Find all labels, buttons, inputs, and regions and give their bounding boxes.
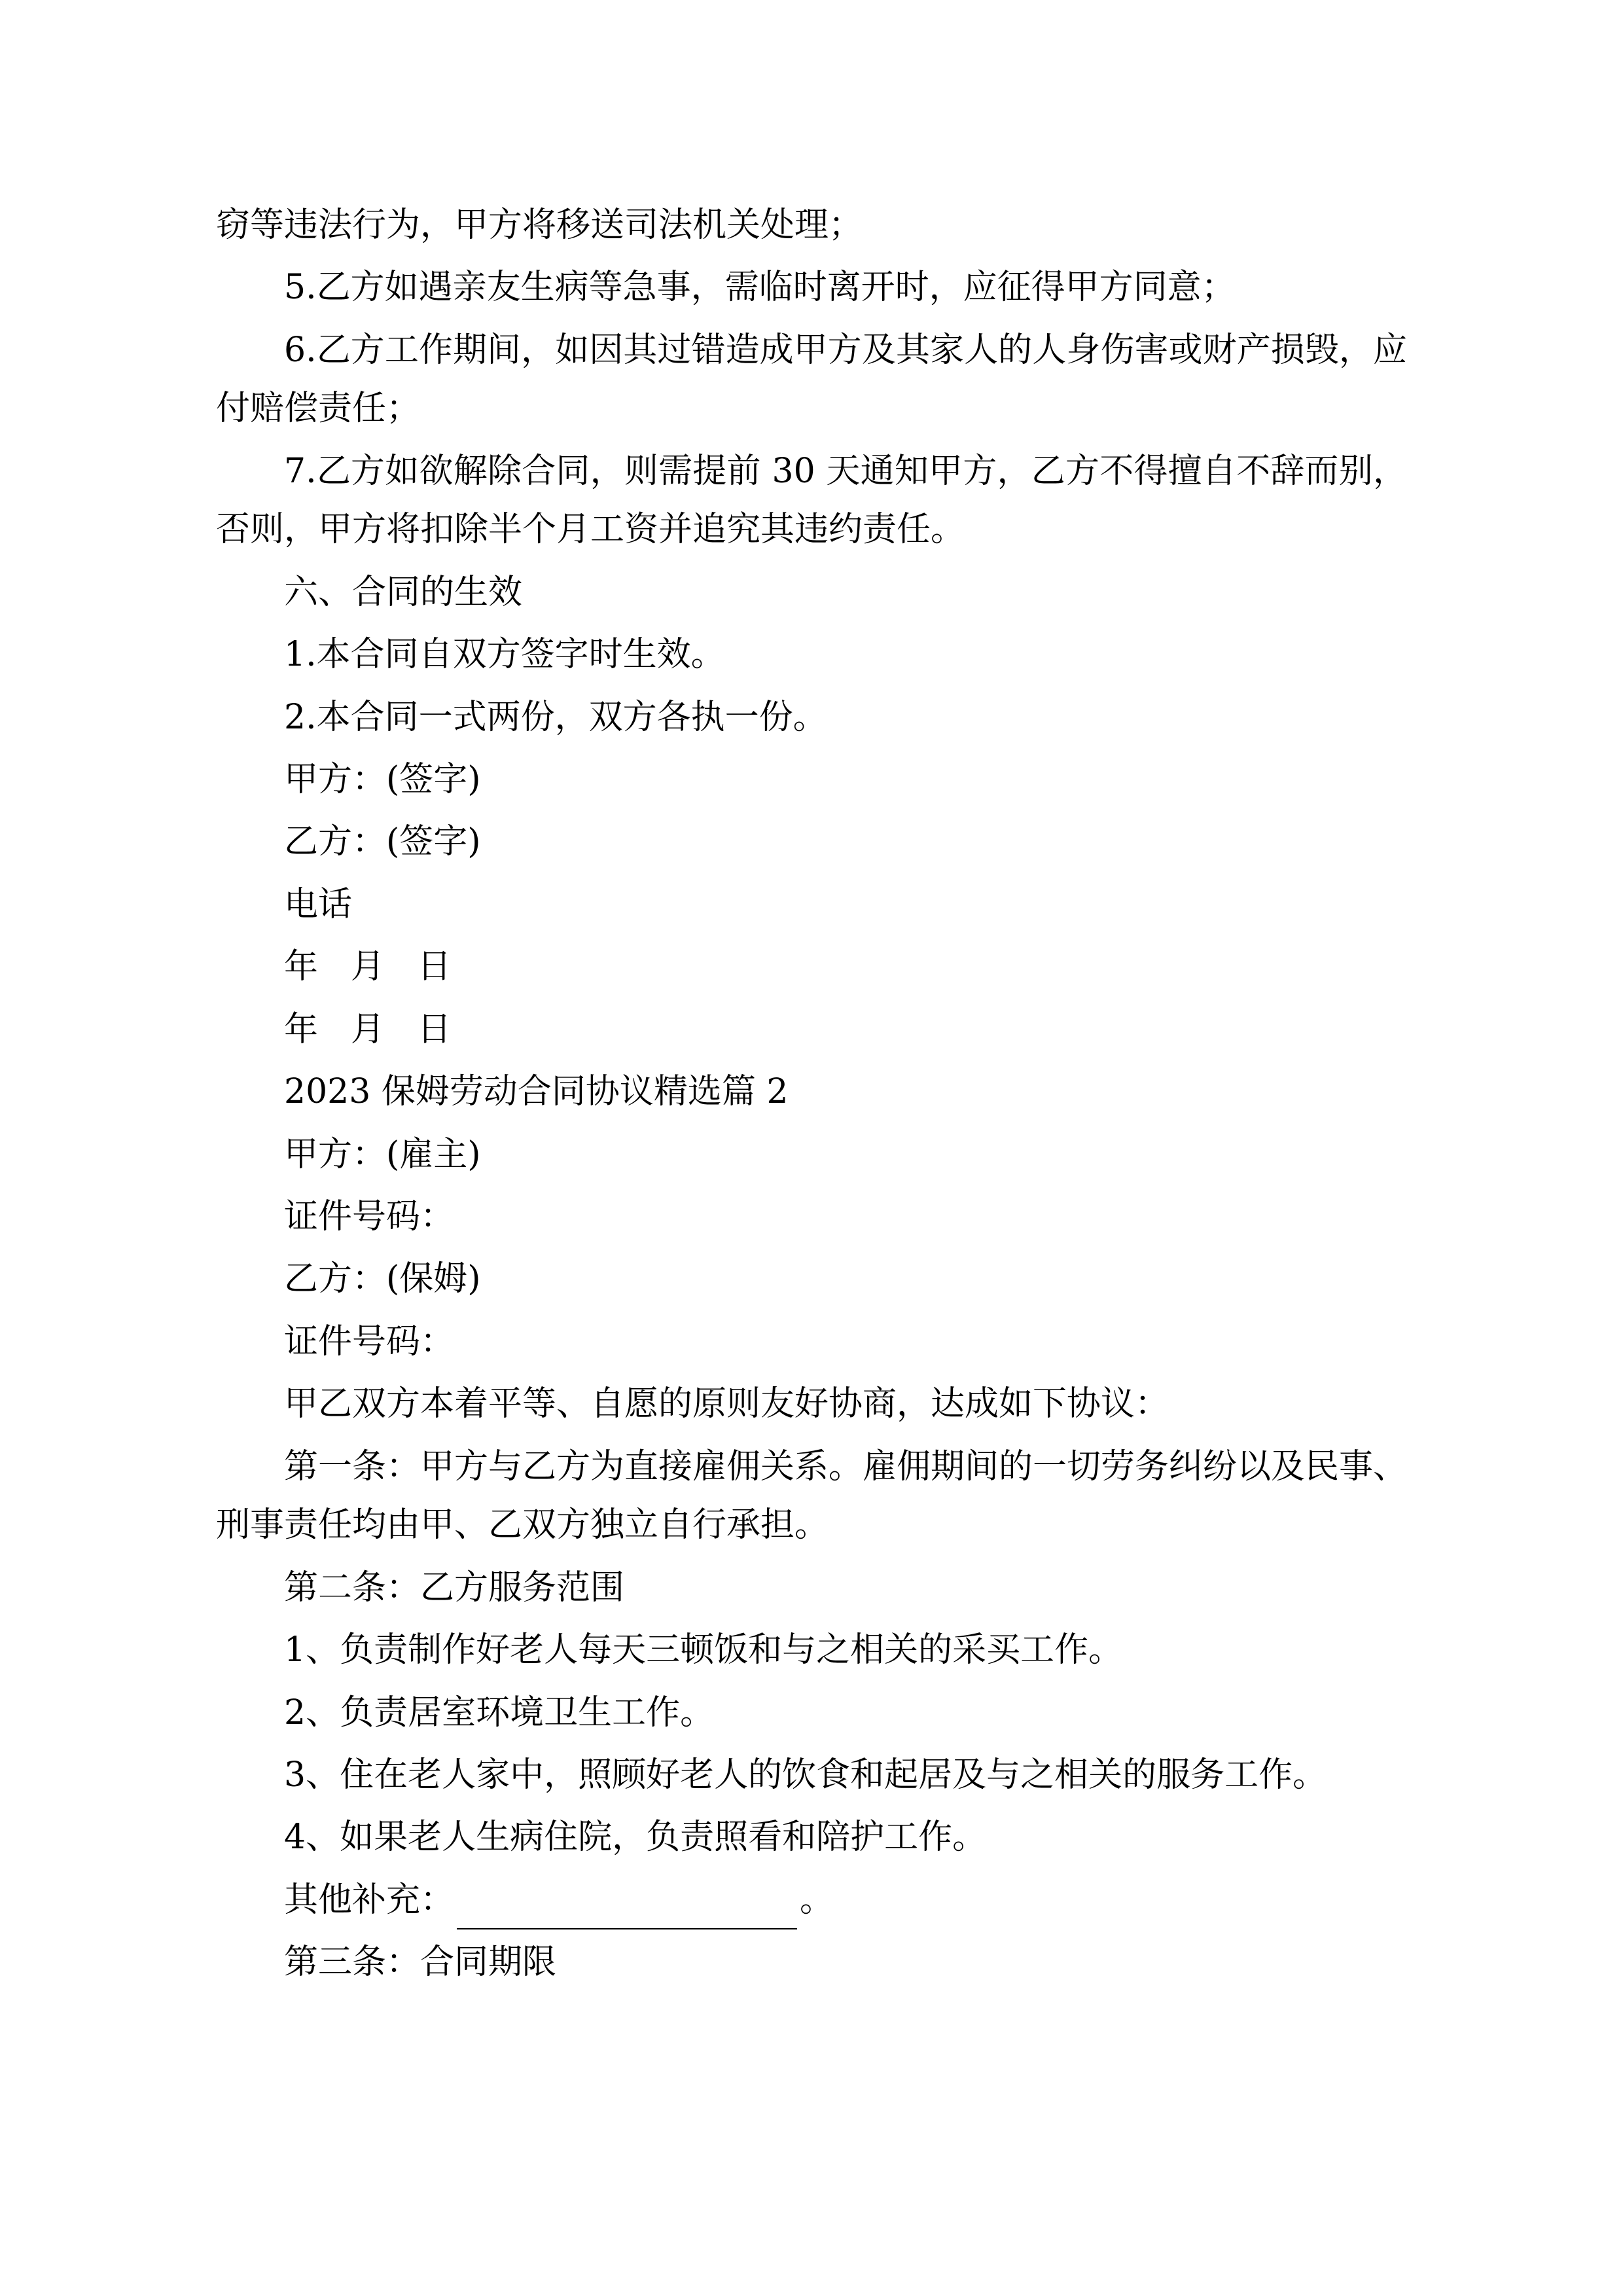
party-a-employer: 甲方：(雇主) — [284, 1134, 481, 1174]
other-supplement-line — [216, 1871, 1407, 1929]
article-two-item4: 4、如果老人生病住院，负责照看和陪护工作。 — [284, 1818, 987, 1857]
paragraph-item-6: 6.乙方工作期间，如因其过错造成甲方及其家人的人身伤害或财产损毁，应付赔偿责任； — [216, 330, 1407, 429]
party-b-nanny: 乙方：(保姆) — [284, 1259, 481, 1299]
article-three-heading: 第三条：合同期限 — [284, 1943, 557, 1982]
date-line-1: 年 月 日 — [284, 947, 463, 987]
document-body — [216, 196, 1407, 1992]
article-two-item2: 2、负责居室环境卫生工作。 — [284, 1693, 715, 1732]
paragraph-item-7: 7.乙方如欲解除合同，则需提前 30 天通知甲方，乙方不得擅自不辞而别，否则，甲方将扣除半个月工资并追究其违约责任。 — [216, 451, 1407, 550]
signature-party-b: 乙方：(签字) — [284, 822, 481, 862]
paragraph-section6-item1: 1.本合同自双方签字时生效。 — [284, 635, 725, 675]
paragraph-item-5: 5.乙方如遇亲友生病等急事，需临时离开时，应征得甲方同意； — [284, 268, 1236, 308]
paragraph-section6-item2: 2.本合同一式两份，双方各执一份。 — [284, 697, 827, 737]
signature-party-a: 甲方：(签字) — [284, 759, 481, 799]
phone-label: 电话 — [284, 884, 353, 924]
paragraph-qie-deng: 窃等违法行为，甲方将移送司法机关处理； — [216, 206, 863, 245]
other-supplement-label: 其他补充： — [284, 1880, 455, 1920]
article-two-item3: 3、住在老人家中，照顾好老人的饮食和起居及与之相关的服务工作。 — [284, 1755, 1327, 1795]
date-line-2: 年 月 日 — [284, 1009, 463, 1049]
heading-contract-sample-2: 2023 保姆劳动合同协议精选篇 2 — [284, 1072, 789, 1112]
preamble: 甲乙双方本着平等、自愿的原则友好协商，达成如下协议： — [284, 1384, 1169, 1424]
article-one: 第一条：甲方与乙方为直接雇佣关系。雇佣期间的一切劳务纠纷以及民事、刑事责任均由甲、乙双方独立自行承担。 — [216, 1446, 1408, 1545]
heading-section-six: 六、合同的生效 — [284, 572, 523, 612]
article-two-heading: 第二条：乙方服务范围 — [284, 1568, 625, 1607]
party-b-id-number: 证件号码： — [284, 1321, 455, 1361]
article-two-item1: 1、负责制作好老人每天三顿饭和与之相关的采买工作。 — [284, 1630, 1123, 1670]
other-supplement-suffix: 。 — [800, 1880, 834, 1920]
party-a-id-number: 证件号码： — [284, 1197, 455, 1236]
other-supplement-blank[interactable] — [457, 1894, 797, 1929]
